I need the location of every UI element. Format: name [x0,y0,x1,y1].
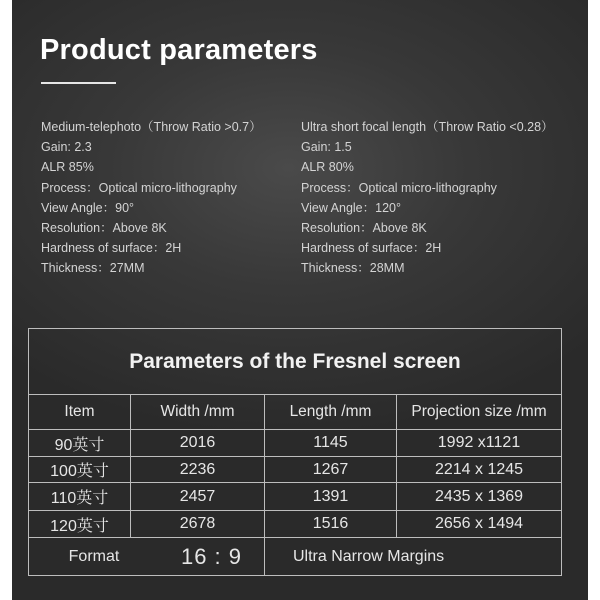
table-title: Parameters of the Fresnel screen [129,349,461,373]
spec-line: Process：Optical micro-lithography [41,180,237,195]
table-cell-length: 1516 [312,515,349,532]
table-cell-size: 100英寸 [50,463,109,480]
spec-line: Hardness of surface：2H [301,241,442,256]
format-note: Ultra Narrow Margins [293,547,445,565]
table-cell-size: 120英寸 [50,517,109,535]
table-cell-projection: 2656 x 1494 [434,515,524,532]
spec-line: Hardness of surface：2H [41,241,182,256]
table-cell-projection: 2214 x 1245 [434,460,524,478]
spec-line: Ultra short focal length（Throw Ratio <0.28） [301,120,554,134]
table-cell-length: 1145 [313,434,348,451]
table-cell-length: 1391 [312,487,349,505]
product-panel [12,0,588,600]
spec-line: Resolution：Above 8K [41,220,167,235]
spec-list-ultra-short-throw [301,117,554,279]
spec-line: Resolution：Above 8K [301,220,427,235]
spec-line: Gain: 1.5 [301,140,352,155]
table-cell-size: 110英寸 [50,490,109,507]
fresnel-parameters-table [28,328,562,576]
table-cell-width: 2016 [179,434,216,451]
table-cell-width: 2236 [179,460,216,478]
spec-line: Process：Optical micro-lithography [301,180,497,195]
table-cell-size: 90英寸 [54,436,105,454]
header-length: Length /mm [289,403,372,420]
table-cell-projection: 2435 x 1369 [434,487,524,505]
spec-list-medium-telephoto [41,117,262,279]
title-underline [41,82,116,84]
spec-line: Thickness：28MM [301,261,405,276]
spec-line: Thickness：27MM [41,261,145,276]
header-projection-size: Projection size /mm [411,403,547,420]
header-item: Item [64,403,95,420]
spec-line: View Angle：120° [301,200,401,215]
header-width: Width /mm [160,403,235,420]
spec-line: View Angle：90° [41,200,135,215]
table-cell-width: 2678 [179,515,216,532]
table-cell-width: 2457 [179,487,216,505]
aspect-ratio-value: 16 : 9 [180,543,243,569]
table-cell-projection: 1992 x1121 [437,434,521,451]
page-title: Product parameters [40,34,318,66]
format-label: Format [68,547,120,565]
spec-line: Gain: 2.3 [41,140,92,155]
spec-line: ALR 85% [41,160,94,175]
spec-line: ALR 80% [301,160,354,175]
table-cell-length: 1267 [312,460,349,478]
spec-line: Medium-telephoto（Throw Ratio >0.7） [41,120,262,134]
